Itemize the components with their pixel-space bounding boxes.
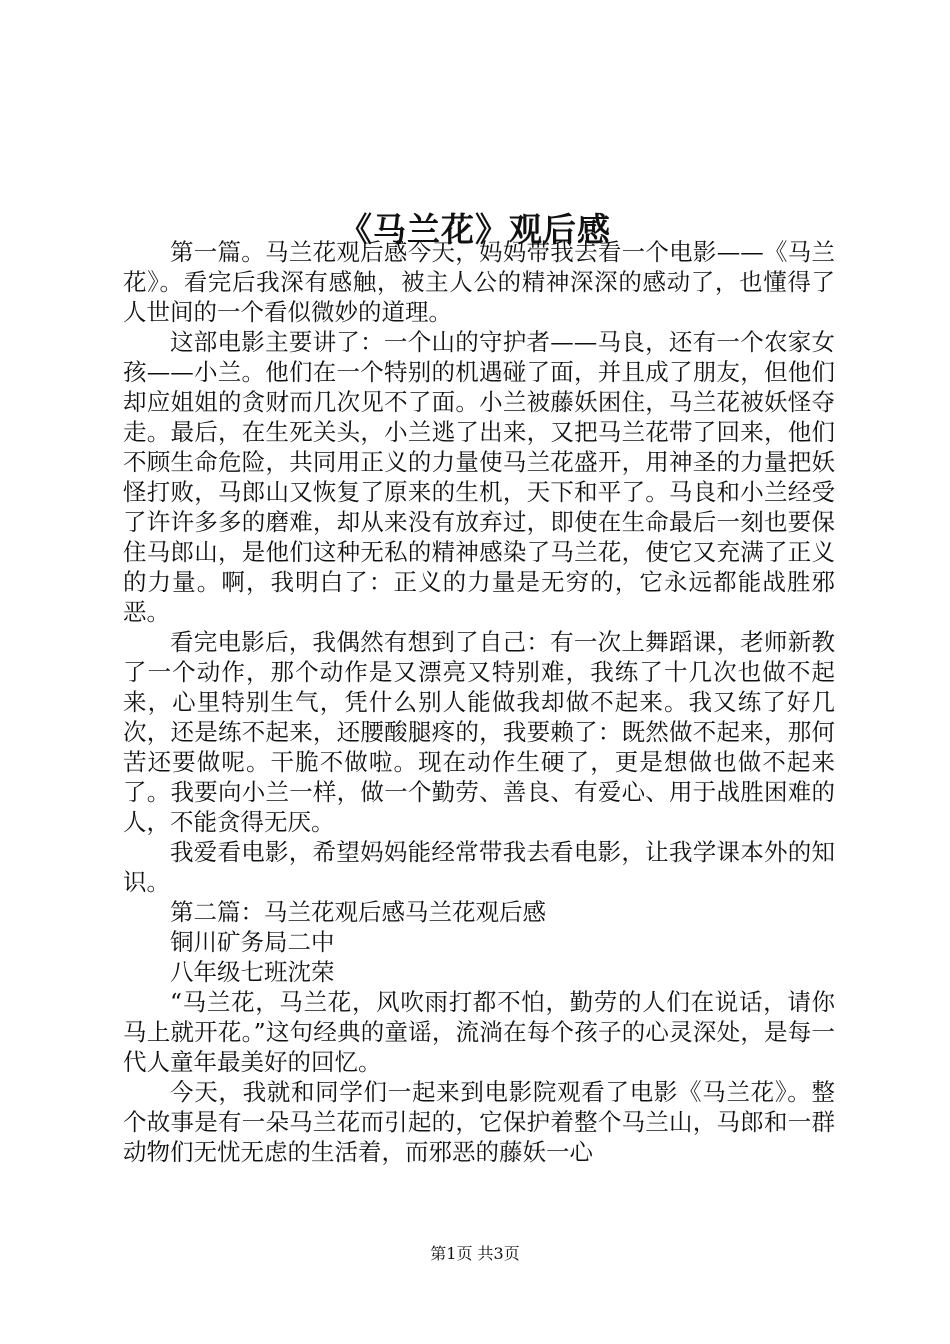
paragraph: 这部电影主要讲了：一个山的守护者——马良，还有一个农家女孩——小兰。他们在一个特别的机遇碰了面，并且成了朋友，但他们却应姐姐的贪财而几次见不了面。小兰被藤妖困住，马兰花被妖怪夺走。最后，在生死关头，小兰逃了出来，又把马兰花带了回来，他们不顾生命危险，共同用正义的力量使马兰花盛开，用神圣的力量把妖怪打败，马郎山又恢复了原来的生机，天下和平了。马良和小兰经受了许许多多的磨难，却从来没有放弃过，即使在生命最后一刻也要保住马郎山，是他们这种无私的精神感染了马兰花，使它又充满了正义的力量。啊，我明白了：正义的力量是无穷的，它永远都能战胜邪恶。 bbox=[123, 328, 835, 626]
document-title: 《马兰花》观后感 bbox=[339, 210, 611, 250]
document-body bbox=[123, 237, 835, 1167]
paragraph: 我爱看电影，希望妈妈能经常带我去看电影，让我学课本外的知识。 bbox=[123, 838, 835, 896]
paragraph: 今天，我就和同学们一起来到电影院观看了电影《马兰花》。整个故事是有一朵马兰花而引起的，它保护着整个马兰山，马郎和一群动物们无忧无虑的生活着，而邪恶的藤妖一心 bbox=[123, 1078, 835, 1166]
paragraph: 看完电影后，我偶然有想到了自己：有一次上舞蹈课，老师新教了一个动作，那个动作是又漂亮又特别难，我练了十几次也做不起来，心里特别生气，凭什么别人能做我却做不起来。我又练了好几次，还是练不起来，还腰酸腿疼的，我要赖了：既然做不起来，那何苦还要做呢。干脆不做啦。现在动作生硬了，更是想做也做不起来了。我要向小兰一样，做一个勤劳、善良、有爱心、用于战胜困难的人，不能贪得无厌。 bbox=[123, 628, 835, 836]
paragraph: 第一篇。马兰花观后感今天，妈妈带我去看一个电影——《马兰花》。看完后我深有感触，被主人公的精神深深的感动了，也懂得了人世间的一个看似微妙的道理。 bbox=[123, 238, 835, 326]
paragraph: “马兰花，马兰花，风吹雨打都不怕，勤劳的人们在说话，请你马上就开花。”这句经典的童谣，流淌在每个孩子的心灵深处，是每一代人童年最美好的回忆。 bbox=[123, 988, 835, 1076]
section-heading: 第二篇：马兰花观后感马兰花观后感 bbox=[170, 898, 546, 926]
page-number-footer: 第1页 共3页 bbox=[430, 1244, 520, 1263]
author-school: 铜川矿务局二中 bbox=[170, 928, 335, 956]
author-class-name: 八年级七班沈荣 bbox=[170, 958, 335, 986]
